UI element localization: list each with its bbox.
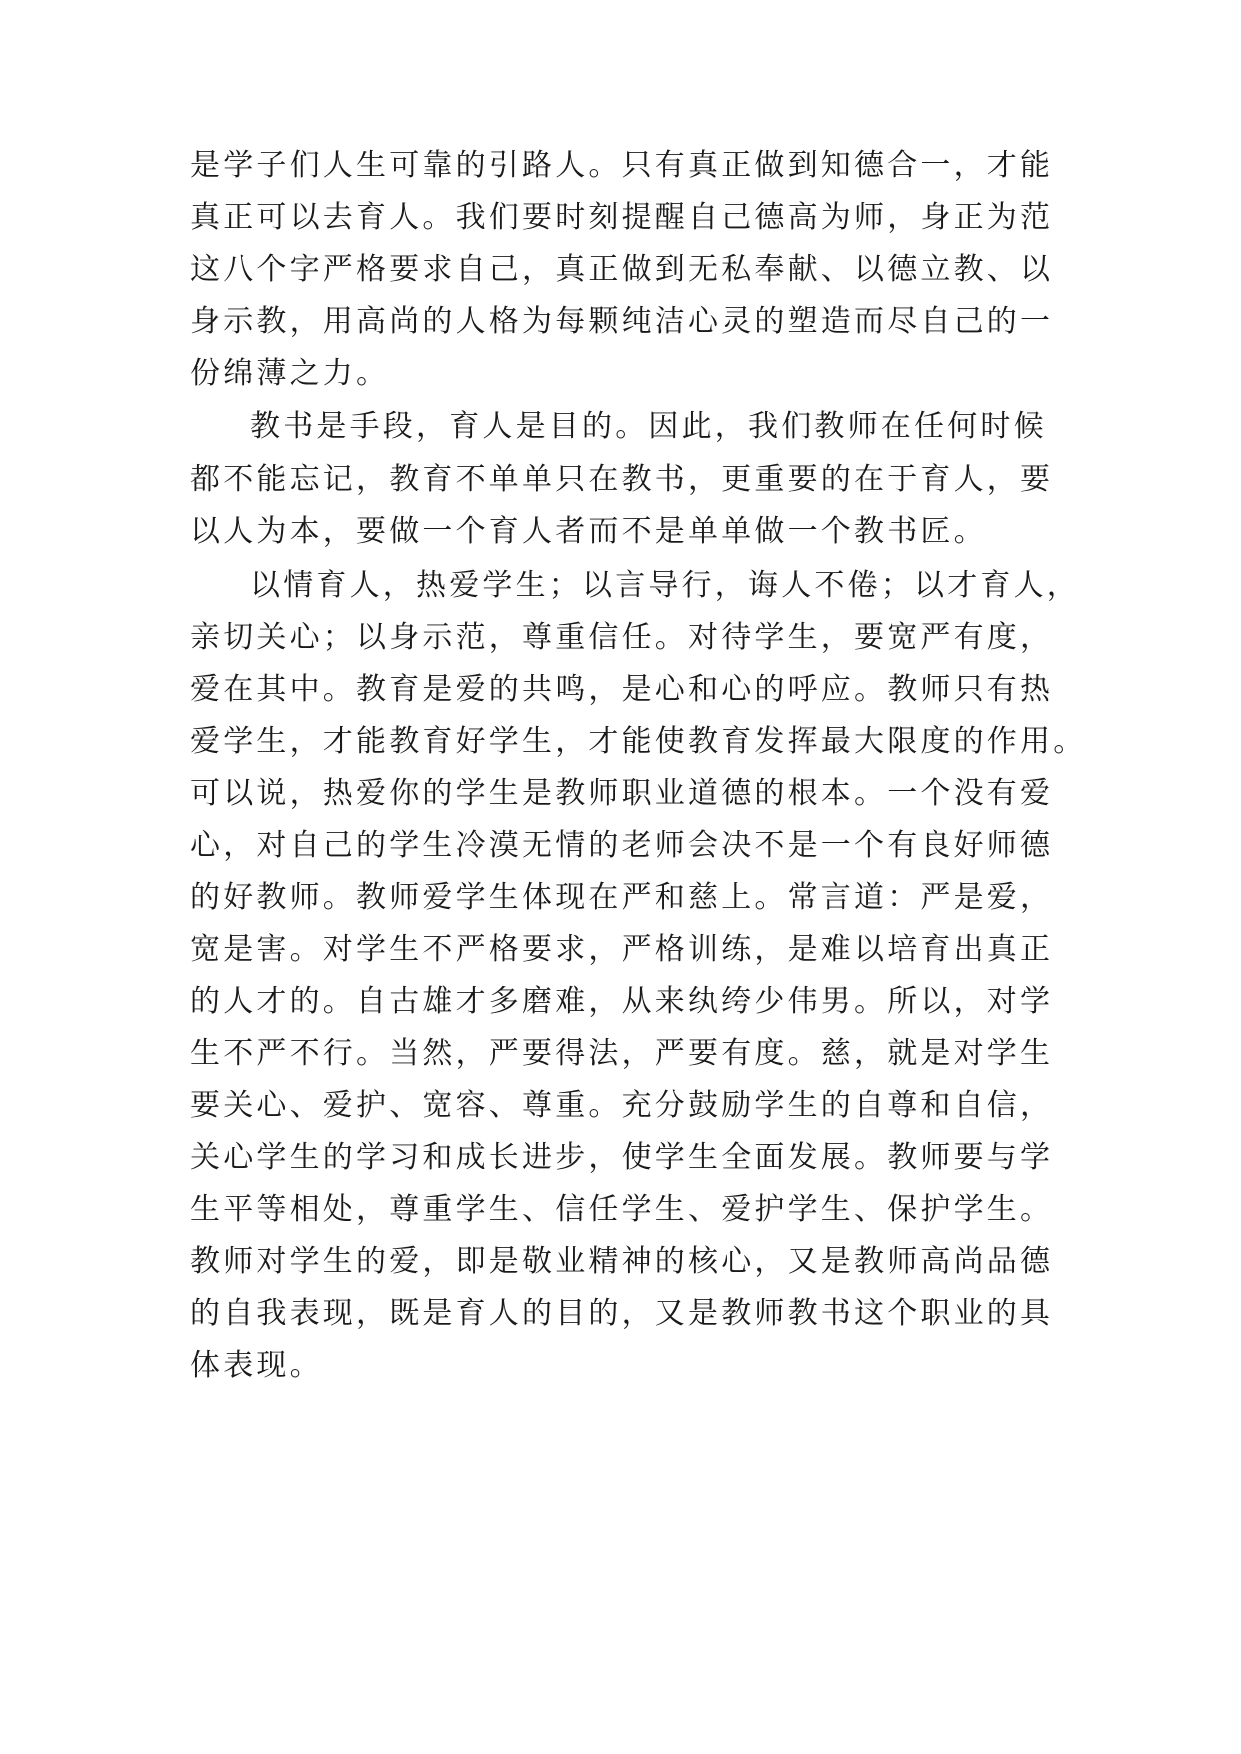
- text-line: 的自我表现，既是育人的目的，又是教师教书这个职业的具: [190, 1296, 1054, 1331]
- text-line: 可以说，热爱你的学生是教师职业道德的根本。一个没有爱: [190, 776, 1054, 811]
- text-line: 生不严不行。当然，严要得法，严要有度。慈，就是对学生: [190, 1036, 1054, 1071]
- text-line: 亲切关心；以身示范，尊重信任。对待学生，要宽严有度，: [190, 620, 1054, 655]
- text-line: 爱在其中。教育是爱的共鸣，是心和心的呼应。教师只有热: [190, 672, 1054, 707]
- text-line: 真正可以去育人。我们要时刻提醒自己德高为师，身正为范: [190, 200, 1054, 235]
- text-line: 教书是手段，育人是目的。因此，我们教师在任何时候: [250, 409, 1047, 444]
- text-line: 份绵薄之力。: [190, 356, 390, 391]
- text-line: 的人才的。自古雄才多磨难，从来纨绔少伟男。所以，对学: [190, 984, 1054, 1019]
- text-line: 要关心、爱护、宽容、尊重。充分鼓励学生的自尊和自信，: [190, 1088, 1054, 1123]
- text-line: 宽是害。对学生不严格要求，严格训练，是难以培育出真正: [190, 932, 1054, 967]
- text-line: 以人为本，要做一个育人者而不是单单做一个教书匠。: [190, 514, 987, 549]
- text-line: 关心学生的学习和成长进步，使学生全面发展。教师要与学: [190, 1140, 1054, 1175]
- text-line: 是学子们人生可靠的引路人。只有真正做到知德合一，才能: [190, 148, 1054, 183]
- text-line: 的好教师。教师爱学生体现在严和慈上。常言道：严是爱，: [190, 880, 1054, 915]
- text-line: 爱学生，才能教育好学生，才能使教育发挥最大限度的作用。: [190, 724, 1087, 759]
- text-line: 心，对自己的学生冷漠无情的老师会决不是一个有良好师德: [190, 828, 1054, 863]
- text-line: 这八个字严格要求自己，真正做到无私奉献、以德立教、以: [190, 252, 1054, 287]
- text-line: 生平等相处，尊重学生、信任学生、爱护学生、保护学生。: [190, 1192, 1054, 1227]
- text-line: 以情育人，热爱学生；以言导行，诲人不倦；以才育人，: [250, 568, 1080, 603]
- text-line: 都不能忘记，教育不单单只在教书，更重要的在于育人，要: [190, 462, 1054, 497]
- text-line: 身示教，用高尚的人格为每颗纯洁心灵的塑造而尽自己的一: [190, 304, 1054, 339]
- text-line: 教师对学生的爱，即是敬业精神的核心，又是教师高尚品德: [190, 1244, 1054, 1279]
- text-line: 体表现。: [190, 1348, 323, 1383]
